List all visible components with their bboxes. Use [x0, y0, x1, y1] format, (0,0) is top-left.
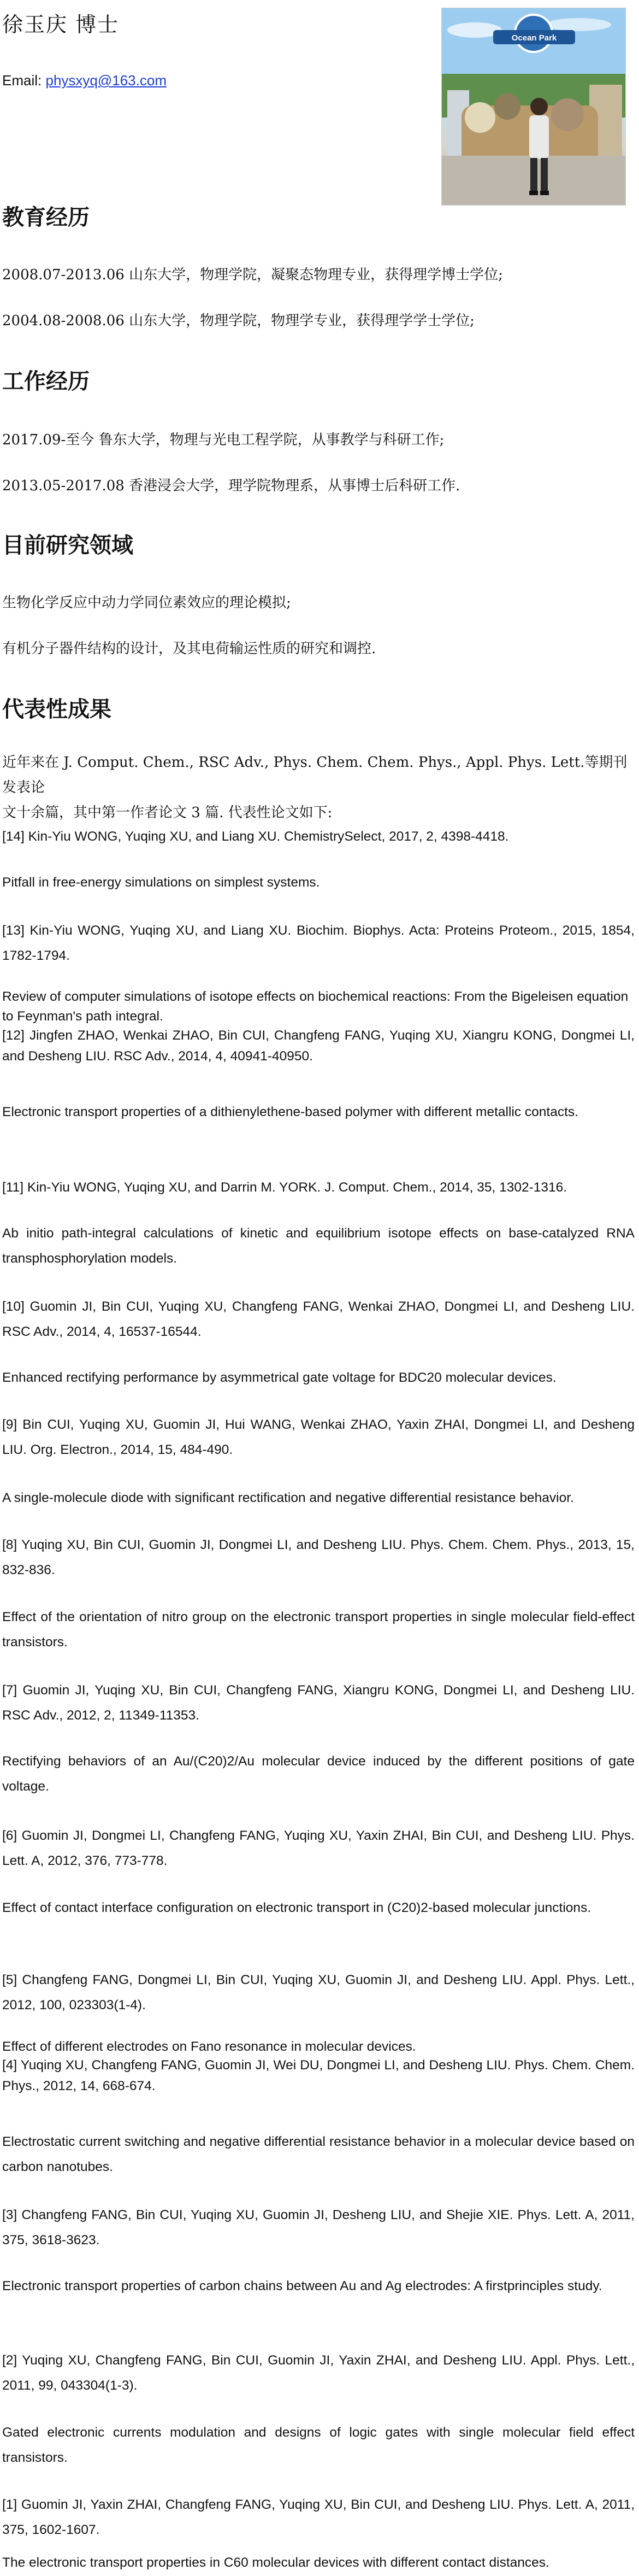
publication-title: Electronic transport properties of carbon chains between Au and Ag electrodes: A firstprinciples study.	[2, 2279, 602, 2293]
work-item: 2013.05-2017.08 香港浸会大学，理学院物理系，从事博士后科研工作.	[2, 478, 460, 494]
achievements-heading: 代表性成果	[2, 696, 111, 722]
research-heading: 目前研究领域	[2, 532, 133, 558]
education-item: 2004.08-2008.06 山东大学，物理学院，物理学专业，获得理学学士学位;	[2, 313, 475, 329]
publication-citation: [5] Changfeng FANG, Dongmei LI, Bin CUI, Yuqing XU, Guomin JI, and Desheng LIU. Appl. Phys. Lett., 2012, 100, 023303(1-4).	[2, 1973, 635, 2012]
education-item: 2008.07-2013.06 山东大学，物理学院，凝聚态物理专业，获得理学博士学位;	[2, 267, 503, 283]
publication-title: Review of computer simulations of isotope effects on biochemical reactions: From the Bigeleisen equation to Feynman's path integral.	[2, 989, 629, 1024]
publication-title: Effect of the orientation of nitro group on the electronic transport properties in single molecular field-effect transistors.	[2, 1610, 635, 1650]
publication-citation: [11] Kin-Yiu WONG, Yuqing XU, and Darrin M. YORK. J. Comput. Chem., 2014, 35, 1302-1316.	[2, 1180, 567, 1195]
research-item: 有机分子器件结构的设计，及其电荷输运性质的研究和调控.	[2, 641, 376, 657]
publication-title: Gated electronic currents modulation and designs of logic gates with single molecular field effect transistors.	[2, 2425, 635, 2465]
work-item: 2017.09-至今 鲁东大学，物理与光电工程学院，从事教学与科研工作;	[2, 432, 445, 448]
research-item: 生物化学反应中动力学同位素效应的理论模拟;	[2, 595, 291, 611]
email-link[interactable]: physxyq@163.com	[45, 72, 167, 89]
publication-title: Effect of contact interface configuration on electronic transport in (C20)2-based molecular junctions.	[2, 1900, 591, 1915]
publication-citation: [13] Kin-Yiu WONG, Yuqing XU, and Liang XU. Biochim. Biophys. Acta: Proteins Proteom., 2015, 1854, 1782-1794.	[2, 923, 635, 963]
publication-citation: [6] Guomin JI, Dongmei LI, Changfeng FANG, Yuqing XU, Yaxin ZHAI, Bin CUI, and Desheng LIU. Phys. Lett. A, 2012, 376, 773-778.	[2, 1828, 635, 1868]
publication-title: Effect of different electrodes on Fano resonance in molecular devices.	[2, 2039, 416, 2054]
publication-title: Pitfall in free-energy simulations on simplest systems.	[2, 875, 320, 890]
publication-title: Rectifying behaviors of an Au/(C20)2/Au molecular device induced by the different positions of gate voltage.	[2, 1754, 635, 1794]
person-name: 徐玉庆 博士	[2, 13, 120, 37]
email-label: Email:	[2, 72, 42, 89]
publication-title: The electronic transport properties in C60 molecular devices with different contact distances.	[2, 2555, 549, 2570]
publication-citation: [3] Changfeng FANG, Bin CUI, Yuqing XU, Guomin JI, Desheng LIU, and Shejie XIE. Phys. Lett. A, 2011, 375, 3618-3623.	[2, 2208, 635, 2248]
intro-line: 近年来在 J. Comput. Chem., RSC Adv., Phys. Chem. Chem. Phys., Appl. Phys. Lett.等期刊发表论	[2, 754, 628, 796]
publication-citation: [7] Guomin JI, Yuqing XU, Bin CUI, Changfeng FANG, Xiangru KONG, Dongmei LI, and Desheng LIU. RSC Adv., 2012, 2, 11349-11353.	[2, 1683, 635, 1723]
publication-citation: [1] Guomin JI, Yaxin ZHAI, Changfeng FANG, Yuqing XU, Bin CUI, and Desheng LIU. Phys. Lett. A, 2011, 375, 1602-1607.	[2, 2497, 635, 2537]
publication-citation: [9] Bin CUI, Yuqing XU, Guomin JI, Hui WANG, Wenkai ZHAO, Yaxin ZHAI, Dongmei LI, and Desheng LIU. Org. Electron., 2014, 15, 484-490.	[2, 1417, 635, 1457]
publication-title: Ab initio path-integral calculations of kinetic and equilibrium isotope effects on base-catalyzed RNA transphosphorylation models.	[2, 1226, 635, 1266]
publication-title: Electronic transport properties of a dithienylethene-based polymer with different metallic contacts.	[2, 1105, 578, 1119]
publication-title: A single-molecule diode with significant rectification and negative differential resistance behavior.	[2, 1491, 574, 1505]
intro-line: 文十余篇，其中第一作者论文 3 篇. 代表性论文如下:	[2, 805, 333, 821]
publication-title: Electrostatic current switching and negative differential resistance behavior in a molecular device based on carbon nanotubes.	[2, 2134, 635, 2174]
photo-sign-text: Ocean Park	[511, 33, 557, 43]
publication-citation: [4] Yuqing XU, Changfeng FANG, Guomin JI, Wei DU, Dongmei LI, and Desheng LIU. Phys. Chem. Chem. Phys., 2012, 14, 668-674.	[2, 2058, 635, 2093]
work-heading: 工作经历	[2, 368, 90, 394]
publication-title: Enhanced rectifying performance by asymmetrical gate voltage for BDC20 molecular devices.	[2, 1370, 557, 1385]
profile-photo	[441, 8, 626, 206]
publication-citation: [10] Guomin JI, Bin CUI, Yuqing XU, Changfeng FANG, Wenkai ZHAO, Dongmei LI, and Desheng LIU. RSC Adv., 2014, 4, 16537-16544.	[2, 1299, 635, 1339]
publication-citation: [14] Kin-Yiu WONG, Yuqing XU, and Liang XU. ChemistrySelect, 2017, 2, 4398-4418.	[2, 829, 509, 844]
achievements-intro	[2, 750, 636, 825]
publication-citation: [2] Yuqing XU, Changfeng FANG, Bin CUI, Guomin JI, Yaxin ZHAI, and Desheng LIU. Appl. Phys. Lett., 2011, 99, 043304(1-3).	[2, 2353, 635, 2393]
email-row	[2, 72, 167, 89]
publication-citation: [8] Yuqing XU, Bin CUI, Guomin JI, Dongmei LI, and Desheng LIU. Phys. Chem. Chem. Phys., 2013, 15, 832-836.	[2, 1538, 635, 1577]
publication-citation: [12] Jingfen ZHAO, Wenkai ZHAO, Bin CUI, Changfeng FANG, Yuqing XU, Xiangru KONG, Dongmei LI, and Desheng LIU. RSC Adv., 2014, 4, 40941-40950.	[2, 1028, 635, 1064]
education-heading: 教育经历	[2, 204, 90, 230]
